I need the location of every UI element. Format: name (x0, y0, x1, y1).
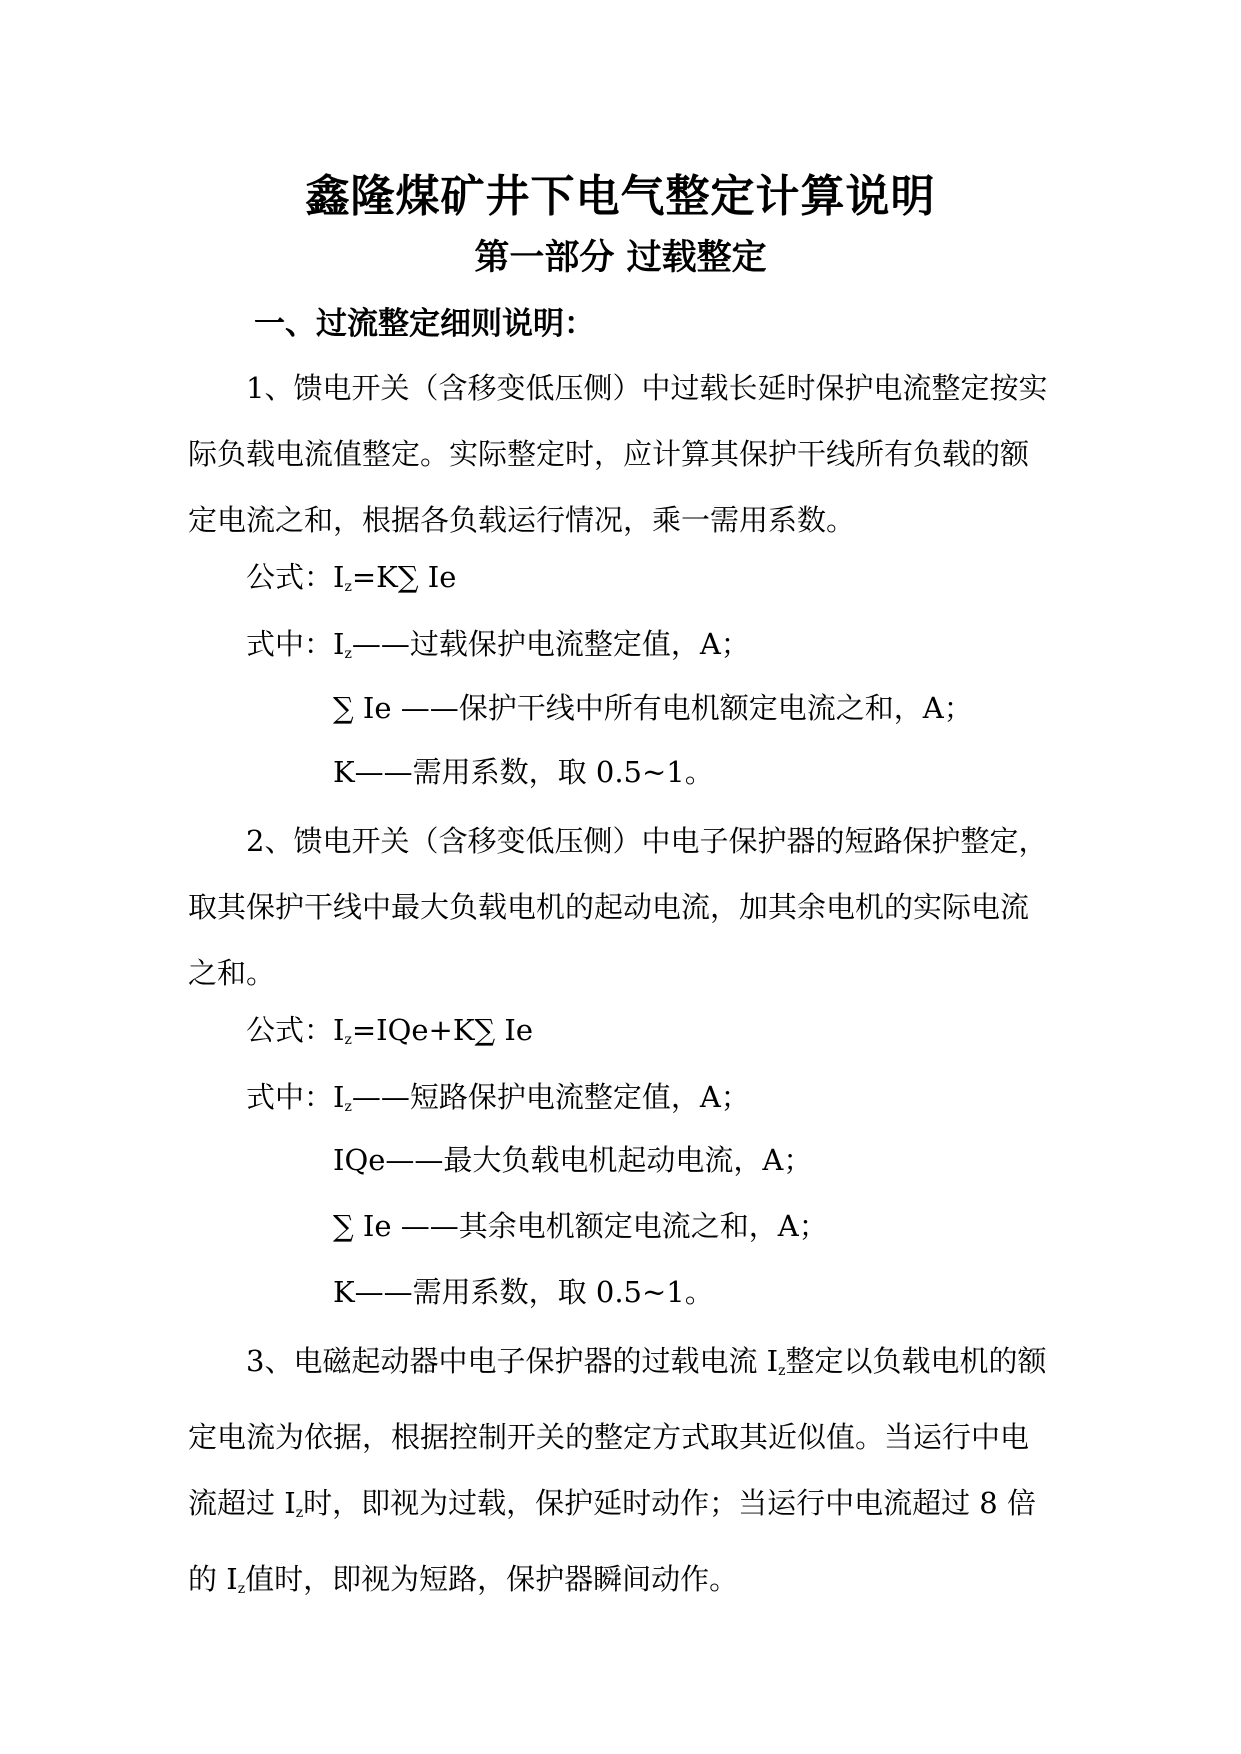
item2-formula (246, 1010, 533, 1060)
text-segment: 整定以负载电机的额定电流为依据，根据控制开关的整定方式取其近似值。当运行中电流超过 I (188, 1344, 1047, 1520)
item2-def-sum: ∑ Ie ——其余电机额定电流之和，A； (333, 1209, 828, 1243)
where-prefix: 式中：I (246, 627, 345, 661)
item2-def-iqe: IQe——最大负载电机起动电流，A； (333, 1143, 813, 1177)
where-rest: ——短路保护电流整定值，A； (351, 1080, 750, 1114)
item3-paragraph (188, 1328, 1048, 1622)
where-rest: ——过载保护电流整定值，A； (351, 627, 750, 661)
item1-def-k: K——需用系数，取 0.5~1。 (333, 755, 714, 789)
formula-prefix: 公式：I (246, 1013, 345, 1047)
text-segment: 时，即视为过载，保护延时动作；当运行中电流超过 8 倍的 I (188, 1486, 1036, 1596)
subscript: z (344, 646, 352, 662)
section-heading: 一、过流整定细则说明： (254, 306, 595, 342)
formula-rest: =K∑ Ie (351, 560, 457, 594)
item1-formula (246, 557, 456, 607)
subscript: z (344, 579, 352, 595)
text-segment: 值时，即视为短路，保护器瞬间动作。 (245, 1562, 739, 1596)
formula-prefix: 公式：I (246, 560, 345, 594)
subscript: z (237, 1581, 246, 1597)
subscript: z (778, 1363, 786, 1379)
subscript: z (295, 1505, 304, 1521)
formula-rest: =IQe+K∑ Ie (351, 1013, 534, 1047)
item1-paragraph: 1、馈电开关（含移变低压侧）中过载长延时保护电流整定按实际负载电流值整定。实际整定时，应计算其保护干线所有负载的额定电流之和，根据各负载运行情况，乘一需用系数。 (188, 371, 1048, 537)
item2-paragraph: 2、馈电开关（含移变低压侧）中电子保护器的短路保护整定，取其保护干线中最大负载电机的起动电流，加其余电机的实际电流之和。 (188, 824, 1048, 990)
part-subtitle: 第一部分 过载整定 (474, 237, 767, 278)
subscript: z (344, 1099, 352, 1115)
document-title: 鑫隆煤矿井下电气整定计算说明 (305, 171, 936, 222)
subscript: z (344, 1032, 352, 1048)
item1-where (246, 624, 750, 674)
item2-where (246, 1077, 750, 1127)
item1-def-sum: ∑ Ie ——保护干线中所有电机额定电流之和，A； (333, 691, 973, 725)
where-prefix: 式中：I (246, 1080, 345, 1114)
item2-def-k: K——需用系数，取 0.5~1。 (333, 1275, 714, 1309)
text-segment: 3、电磁起动器中电子保护器的过载电流 I (246, 1344, 779, 1378)
